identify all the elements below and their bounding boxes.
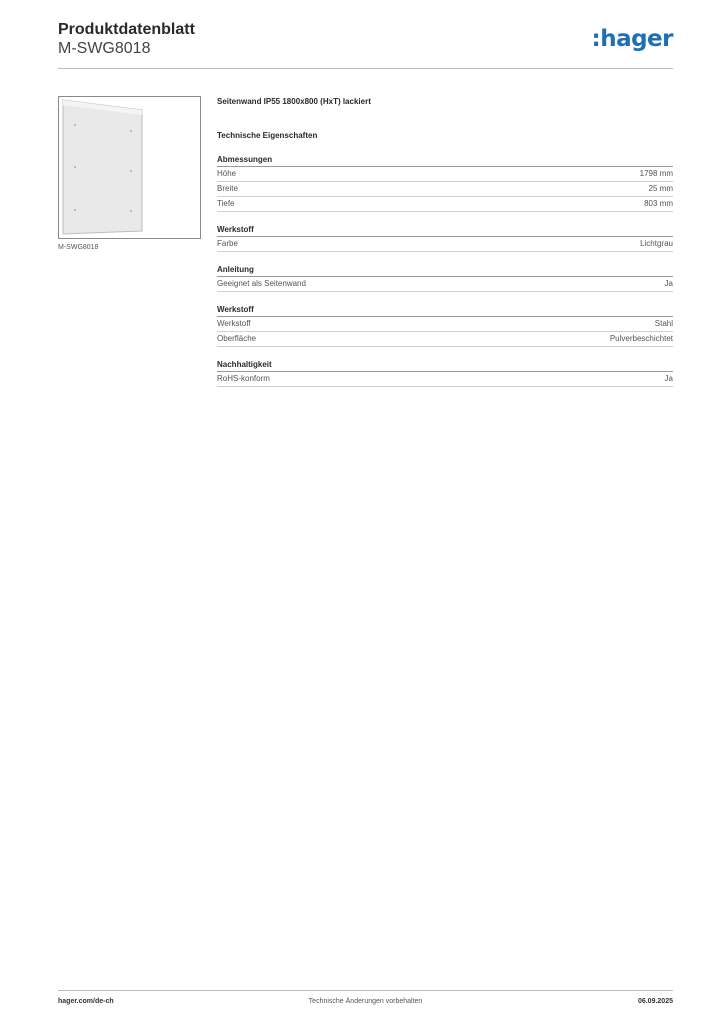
image-caption: M-SWG8018 (58, 244, 99, 251)
property-row (217, 277, 673, 292)
side-panel-illustration (59, 97, 200, 238)
property-value: Stahl (654, 319, 673, 328)
property-label: Breite (217, 184, 238, 193)
property-group-material (217, 224, 673, 252)
footer-divider (58, 990, 673, 991)
property-value: Lichtgrau (640, 239, 673, 248)
property-group-dimensions (217, 154, 673, 212)
property-value: Ja (664, 279, 673, 288)
property-group-sustainability (217, 359, 673, 387)
property-row (217, 332, 673, 347)
property-row (217, 317, 673, 332)
property-row (217, 167, 673, 182)
footer-note: Technische Änderungen vorbehalten (308, 998, 423, 1005)
product-code: M-SWG8018 (58, 40, 151, 57)
product-title: Seitenwand IP55 1800x800 (HxT) lackiert (217, 97, 371, 106)
property-row (217, 182, 673, 197)
property-label: Farbe (217, 239, 238, 248)
property-label: Höhe (217, 169, 237, 178)
property-row (217, 237, 673, 252)
property-group-material-2 (217, 304, 673, 347)
section-title: Technische Eigenschaften (217, 131, 318, 140)
footer-date: 06.09.2025 (637, 998, 673, 1005)
property-value: 1798 mm (639, 169, 673, 178)
property-label: Geeignet als Seitenwand (217, 279, 306, 288)
group-title: Werkstoff (217, 224, 673, 237)
property-row (217, 197, 673, 212)
group-title: Abmessungen (217, 154, 673, 167)
property-group-instructions (217, 264, 673, 292)
property-label: Tiefe (217, 199, 235, 208)
page-title: Produktdatenblatt (58, 21, 195, 38)
hager-logo: :hager (591, 26, 673, 52)
group-title: Anleitung (217, 264, 673, 277)
property-label: Werkstoff (217, 319, 251, 328)
group-title: Werkstoff (217, 304, 673, 317)
product-image (58, 96, 201, 239)
property-value: Pulverbeschichtet (609, 334, 673, 343)
property-label: RoHS-konform (217, 374, 270, 383)
page-header (58, 20, 673, 68)
property-value: Ja (664, 374, 673, 383)
property-value: 25 mm (648, 184, 673, 193)
property-label: Oberfläche (217, 334, 257, 343)
product-details (217, 96, 673, 387)
footer-website-link[interactable]: hager.com/de-ch (58, 998, 114, 1005)
header-divider (58, 68, 673, 69)
property-row (217, 372, 673, 387)
group-title: Nachhaltigkeit (217, 359, 673, 372)
page-footer (58, 998, 673, 1010)
property-value: 803 mm (644, 199, 673, 208)
